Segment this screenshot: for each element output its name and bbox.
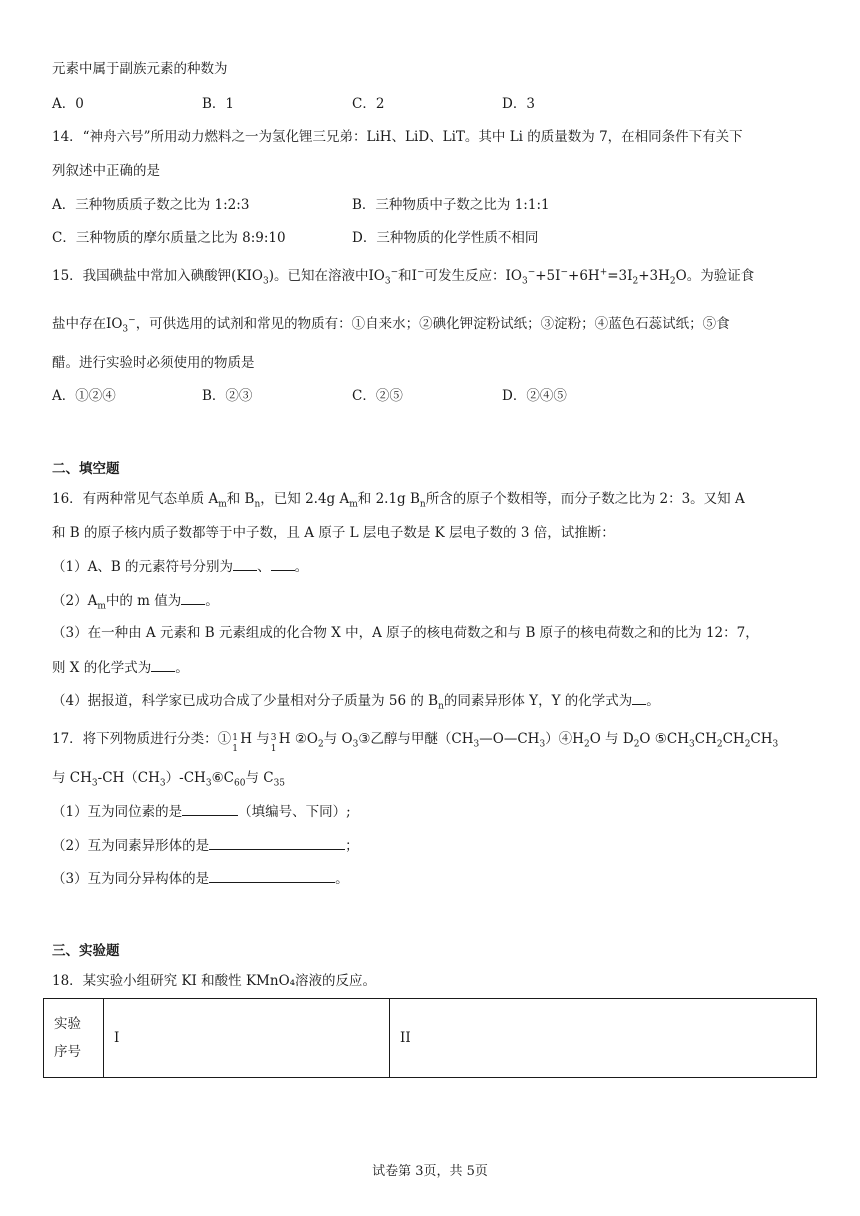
q13-option-d[interactable]: D．3 bbox=[502, 96, 535, 112]
q16-part3-line2: 则 X 的化学式为 。 bbox=[52, 657, 189, 678]
q15-option-d[interactable]: D．②④⑤ bbox=[502, 388, 567, 404]
q13-option-a[interactable]: A．0 bbox=[52, 96, 84, 112]
table-header-cell bbox=[44, 999, 104, 1078]
q13-option-b[interactable]: B．1 bbox=[202, 96, 235, 112]
q16-blank-x-formula[interactable] bbox=[151, 657, 175, 672]
q14-option-b[interactable]: B．三种物质中子数之比为 1:1:1 bbox=[352, 197, 550, 213]
q16-blank-a-symbol[interactable] bbox=[233, 556, 257, 571]
section-heading-experiment: 三、实验题 bbox=[52, 943, 120, 959]
q15-option-b[interactable]: B．②③ bbox=[202, 388, 253, 404]
q15-stem-line2: 盐中存在$IO_3^-$，可供选用的试剂和常见的物质有：①自来水；②碘化钾淀粉试纸；③淀粉；④蓝色石蕊试纸；⑤食 bbox=[52, 315, 730, 335]
q16-part4: （4）据报道，科学家已成功合成了少量相对分子质量为 56 的 $B_n$的同素异形体 Y，Y 的化学式为 。 bbox=[52, 690, 660, 711]
q14-stem-line2: 列叙述中正确的是 bbox=[52, 163, 160, 179]
table-row bbox=[44, 999, 817, 1078]
section-heading-fill-in: 二、填空题 bbox=[52, 461, 120, 477]
q14-option-d[interactable]: D．三种物质的化学性质不相同 bbox=[352, 230, 539, 246]
q15-stem-line3: 醋。进行实验时必须使用的物质是 bbox=[52, 355, 255, 371]
q17-blank-isotopes[interactable] bbox=[182, 801, 238, 816]
q14-stem-line1: 14．“神舟六号”所用动力燃料之一为氢化锂三兄弟：LiH、LiD、LiT。其中 Li 的质量数为 7，在相同条件下有关下 bbox=[52, 129, 743, 145]
page-footer: 试卷第 3页，共 5页 bbox=[372, 1164, 488, 1179]
q17-part2: （2）互为同素异形体的是 ； bbox=[52, 835, 359, 856]
experiment-table bbox=[43, 998, 817, 1078]
q17-part1: （1）互为同位素的是 （填编号、下同）; bbox=[52, 801, 351, 822]
q16-blank-m-value[interactable] bbox=[181, 590, 205, 605]
q17-part3: （3）互为同分异构体的是 。 bbox=[52, 868, 349, 889]
q16-part2: $(2)A_m$中的 m 值为 。 bbox=[52, 590, 219, 611]
q16-part1: （1）A、B 的元素符号分别为 、 。 bbox=[52, 556, 308, 577]
q16-part3-line1: （3）在一种由 A 元素和 B 元素组成的化合物 X 中，A 原子的核电荷数之和与 B 原子的核电荷数之和的比为 12：7， bbox=[52, 625, 759, 641]
q16-stem-line1: 16．有两种常见气态单质 $A_m$和 $B_n$，已知 2.4g $A_m$和 2.1g $B_n$所含的原子个数相等，而分子数之比为 2：3。又知 A bbox=[52, 491, 745, 510]
q15-option-a[interactable]: A．①②④ bbox=[52, 388, 116, 404]
q17-stem-line1: 17．将下列物质进行分类：① 1 1 H 与 3 1 H $②O_2$与 $O_3③$乙醇与甲醚$(CH_3—O—CH_3)④H_2O$ 与 $D_2O$ $⑤CH_3CH_2CH_2CH_3$ bbox=[52, 731, 779, 754]
q16-stem-line2: 和 B 的原子核内质子数都等于中子数，且 A 原子 L 层电子数是 K 层电子数的 3 倍，试推断： bbox=[52, 525, 615, 541]
q13-stem-tail: 元素中属于副族元素的种数为 bbox=[52, 61, 228, 77]
q17-blank-isomers[interactable] bbox=[209, 868, 335, 883]
q16-blank-y-formula[interactable] bbox=[632, 690, 646, 705]
table-header-line1: 实验 bbox=[54, 1016, 81, 1032]
q13-option-c[interactable]: C．2 bbox=[352, 96, 385, 112]
table-cell-experiment-1: I bbox=[104, 999, 390, 1078]
q18-stem: 18．某实验小组研究 KI 和酸性 KMnO₄溶液的反应。 bbox=[52, 973, 377, 989]
q15-stem-line1: 15．我国碘盐中常加入碘酸钾$(KIO_3)$。已知在溶液中$IO_3^-$和I−可发生反应：$IO_3^-+5I^-+6H^+=3I_2+3H_2O$。为验证食 bbox=[52, 267, 755, 287]
table-cell-experiment-2: II bbox=[390, 999, 817, 1078]
q17-stem-line2: 与 $CH_3-CH(CH_3)-CH_3⑥C_{60}$与 $C_{35}$ bbox=[52, 770, 286, 789]
table-header-line2: 序号 bbox=[54, 1044, 81, 1060]
q16-blank-b-symbol[interactable] bbox=[271, 556, 295, 571]
q17-blank-allotropes[interactable] bbox=[209, 835, 345, 850]
q14-option-a[interactable]: A．三种物质质子数之比为 1:2:3 bbox=[52, 197, 250, 213]
q14-option-c[interactable]: C．三种物质的摩尔质量之比为 8:9:10 bbox=[52, 230, 286, 246]
q15-option-c[interactable]: C．②⑤ bbox=[352, 388, 403, 404]
